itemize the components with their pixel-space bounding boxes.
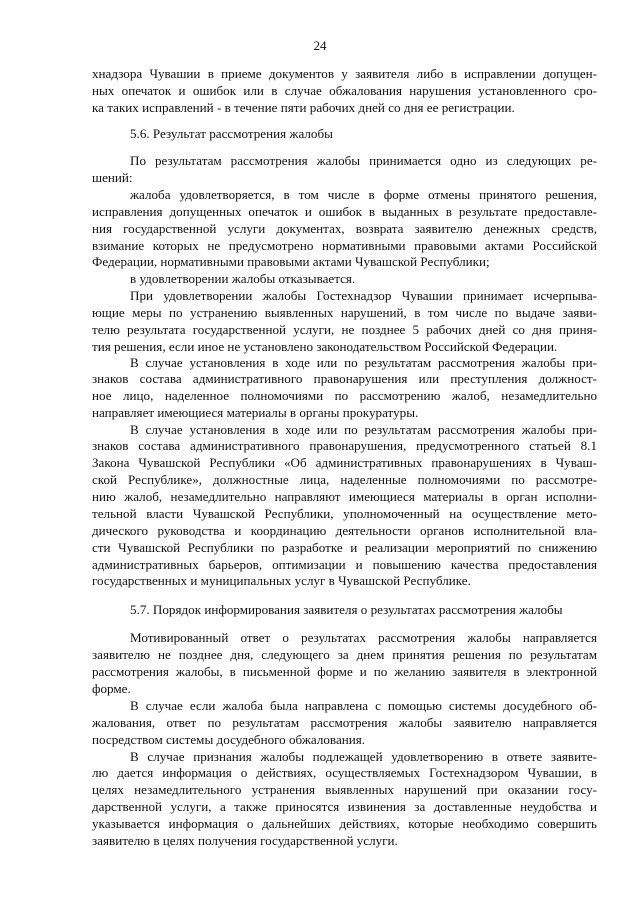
- text-line: В случае признания жалобы подлежащей удовлетворению в ответе заявите-: [130, 749, 597, 764]
- text-line: хнадзора Чувашии в приеме документов у заявителя либо в исправлении допущен-: [92, 66, 597, 81]
- text-line: В случае если жалоба была направлена с помощью системы досудебного об-: [130, 698, 597, 713]
- text-line: 5.6. Результат рассмотрения жалобы: [130, 126, 333, 141]
- text-line: административных барьеров, оптимизации и повышению качества предоставления: [92, 557, 597, 572]
- text-line: телю результата государственной услуги, не позднее 5 рабочих дней со дня приня-: [92, 322, 597, 337]
- text-line: В случае установления в ходе или по результатам рассмотрения жалобы при-: [130, 422, 597, 437]
- text-line: целях незамедлительного устранения выявленных нарушений при оказании госу-: [92, 782, 597, 797]
- text-line: жалования, ответ по результатам рассмотрения жалобы заявителю направляется: [92, 715, 597, 730]
- text-line: направляет имеющиеся материалы в органы прокуратуры.: [92, 405, 419, 420]
- text-line: нию жалоб, незамедлительно направляют имеющиеся материалы в орган исполни-: [92, 489, 597, 504]
- text-line: При удовлетворении жалобы Гостехнадзор Чувашии принимает исчерпыва-: [130, 288, 597, 303]
- text-line: заявителю не позднее дня, следующего за днем принятия решения по результатам: [92, 647, 597, 662]
- text-line: ния государственной услуги документах, возврата заявителю денежных средств,: [92, 221, 597, 236]
- text-line: дарственной услуги, а также приносятся извинения за доставленные неудобства и: [92, 799, 597, 814]
- text-line: знаков состава административного правонарушения, предусмотренного статьей 8.1: [92, 438, 597, 453]
- text-line: сти Чувашской Республики по разработке и реализации мероприятий по снижению: [92, 540, 597, 555]
- text-line: ных опечаток и ошибок или в случае обжалования нарушения установленного сро-: [92, 83, 597, 98]
- text-line: рассмотрения жалобы, в письменной форме и по желанию заявителя в электронной: [92, 664, 597, 679]
- text-line: В случае установления в ходе или по результатам рассмотрения жалобы при-: [130, 355, 597, 370]
- text-line: жалоба удовлетворяется, в том числе в форме отмены принятого решения,: [130, 187, 597, 202]
- text-line: форме.: [92, 681, 131, 696]
- text-line: взимание которых не предусмотрено нормативными правовыми актами Российской: [92, 238, 597, 253]
- text-line: заявителю в целях получения государственной услуги.: [92, 833, 398, 848]
- text-line: указывается информация о дальнейших действиях, которые необходимо совершить: [92, 816, 597, 831]
- text-line: посредством системы досудебного обжалования.: [92, 732, 366, 747]
- text-line: в удовлетворении жалобы отказывается.: [130, 271, 356, 286]
- text-line: ской Республике», должностные лица, наделенные полномочиями по рассмотре-: [92, 472, 597, 487]
- text-line: По результатам рассмотрения жалобы принимается одно из следующих ре-: [130, 153, 597, 168]
- text-line: знаков состава административного правонарушения или преступления должност-: [92, 371, 597, 386]
- text-line: Закона Чувашской Республики «Об административных правонарушениях в Чуваш-: [92, 455, 597, 470]
- text-line: ное лицо, наделенное полномочиями по рассмотрению жалоб, незамедлительно: [92, 388, 597, 403]
- text-line: шений:: [92, 170, 133, 185]
- text-line: лю дается информация о действиях, осуществляемых Гостехнадзором Чувашии, в: [92, 765, 597, 780]
- text-line: исправления допущенных опечаток и ошибок в выданных в результате предоставле-: [92, 204, 597, 219]
- page-number: 24: [313, 38, 327, 53]
- text-line: ющие меры по устранению выявленных нарушений, в том числе по выдаче заяви-: [92, 305, 597, 320]
- text-line: тельной власти Чувашской Республики, уполномоченный на осуществление мето-: [92, 506, 597, 521]
- text-line: тия решения, если иное не установлено законодательством Российской Федерации.: [92, 339, 558, 354]
- text-line: дического руководства и координацию деятельности органов исполнительной вла-: [92, 523, 597, 538]
- text-line: Мотивированный ответ о результатах рассмотрения жалобы направляется: [130, 630, 597, 645]
- text-line: Федерации, нормативными правовыми актами Чувашской Республики;: [92, 254, 490, 269]
- text-line: государственных и муниципальных услуг в Чувашской Республике.: [92, 573, 471, 588]
- text-line: 5.7. Порядок информирования заявителя о результатах рассмотрения жалобы: [130, 602, 563, 617]
- text-line: ка таких исправлений - в течение пяти рабочих дней со дня ее регистрации.: [92, 100, 515, 115]
